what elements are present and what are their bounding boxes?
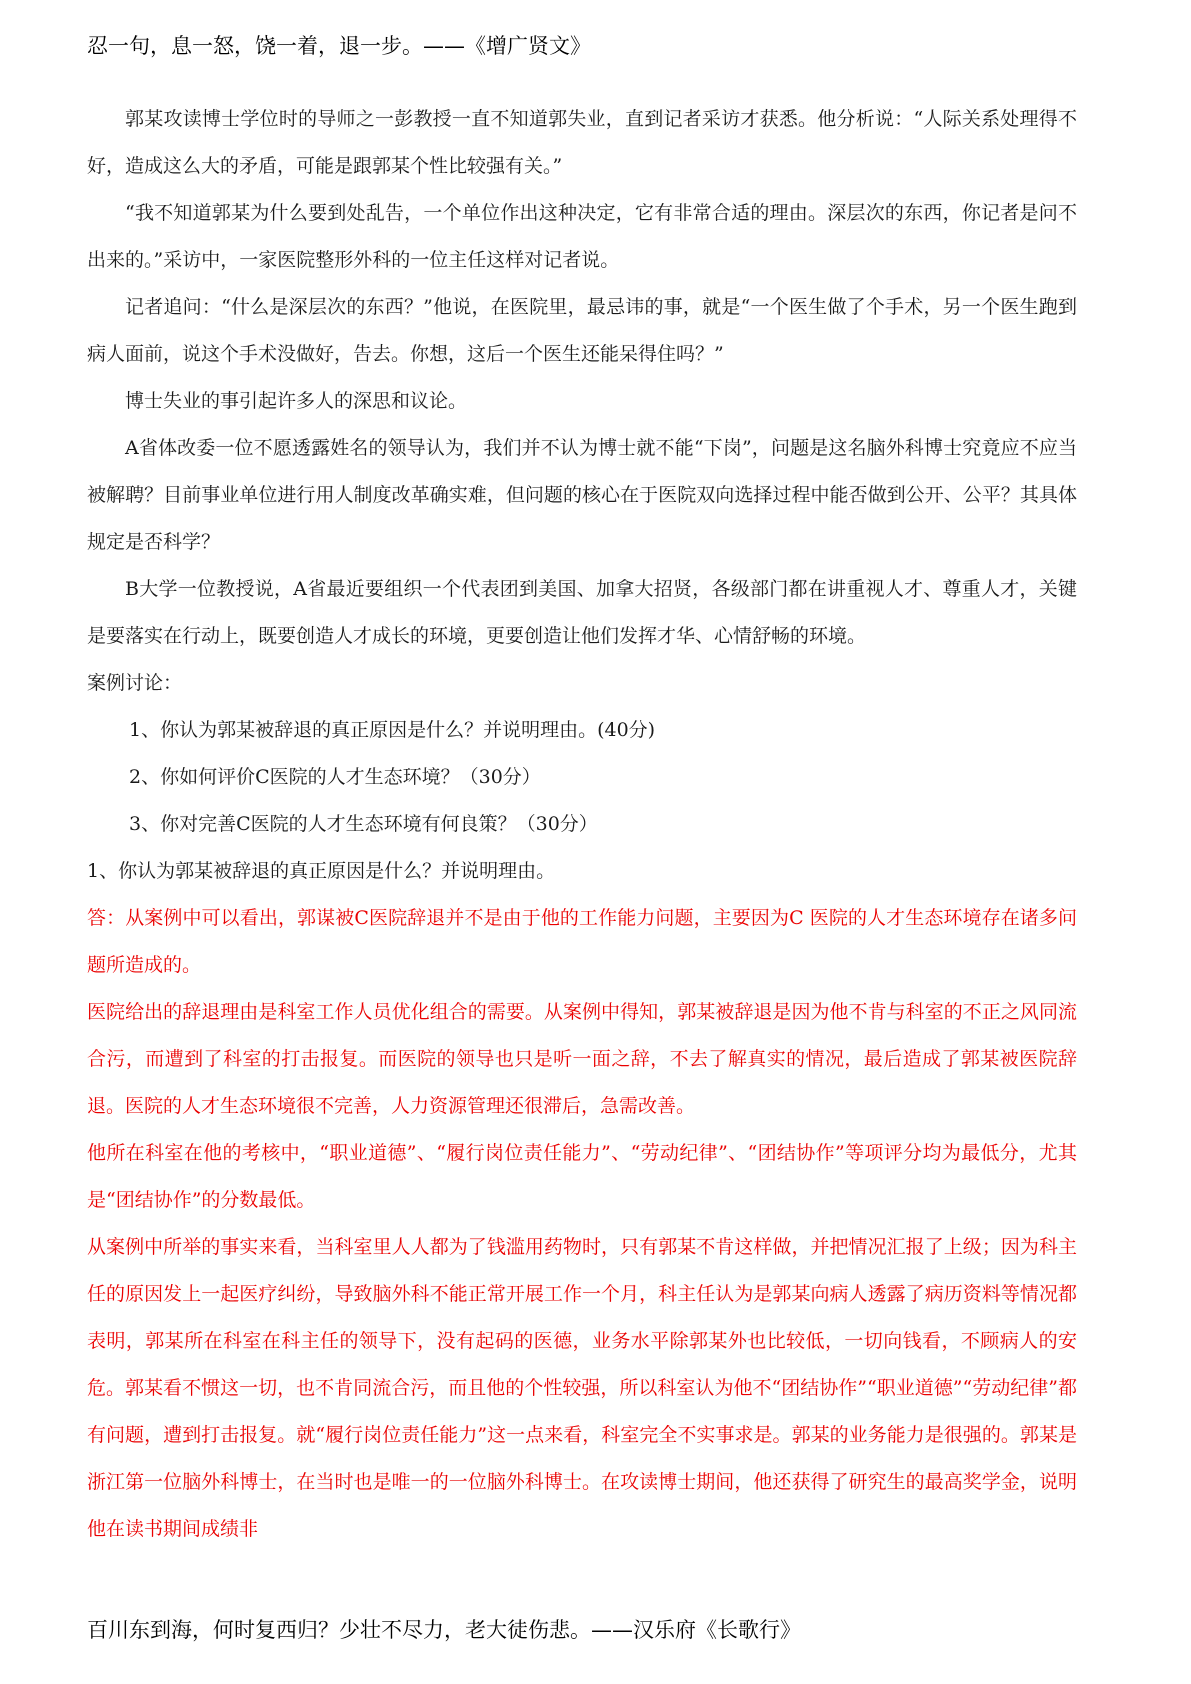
- case-paragraph: A省体改委一位不愿透露姓名的领导认为，我们并不认为博士就不能“下岗”，问题是这名脑外科博士究竟应不应当被解聘？目前事业单位进行用人制度改革确实难，但问题的核心在于医院双向选择过程中能否做到公开、公平？其具体规定是否科学？: [87, 437, 1077, 553]
- discussion-question-1: 1、你认为郭某被辞退的真正原因是什么？并说明理由。(40分): [129, 719, 656, 741]
- case-paragraph: 郭某攻读博士学位时的导师之一彭教授一直不知道郭失业，直到记者采访才获悉。他分析说：“人际关系处理得不好，造成这么大的矛盾，可能是跟郭某个性比较强有关。”: [87, 108, 1077, 177]
- discussion-question-3: 3、你对完善C医院的人才生态环境有何良策？（30分）: [129, 813, 598, 835]
- answer-paragraph: 答：从案例中可以看出，郭谋被C医院辞退并不是由于他的工作能力问题，主要因为C 医院的人才生态环境存在诸多问题所造成的。: [87, 907, 1077, 976]
- discussion-label: 案例讨论：: [87, 672, 183, 694]
- answer-paragraph: 他所在科室在他的考核中，“职业道德”、“履行岗位责任能力”、“劳动纪律”、“团结协作”等项评分均为最低分，尤其是“团结协作”的分数最低。: [87, 1142, 1077, 1211]
- case-paragraph: B大学一位教授说，A省最近要组织一个代表团到美国、加拿大招贤，各级部门都在讲重视人才、尊重人才，关键是要落实在行动上，既要创造人才成长的环境，更要创造让他们发挥才华、心情舒畅的环境。: [87, 578, 1077, 647]
- header-quote: 忍一句，息一怒，饶一着，退一步。——《增广贤文》: [87, 34, 591, 58]
- answer-paragraph: 从案例中所举的事实来看，当科室里人人都为了钱滥用药物时，只有郭某不肯这样做，并把情况汇报了上级；因为科主任的原因发上一起医疗纠纷，导致脑外科不能正常开展工作一个月，科主任认为是郭某向病人透露了病历资料等情况都表明，郭某所在科室在科主任的领导下，没有起码的医德，业务水平除郭某外也比较低，一切向钱看，不顾病人的安危。郭某看不惯这一切，也不肯同流合污，而且他的个性较强，所以科室认为他不“团结协作”“职业道德”“劳动纪律”都有问题，遭到打击报复。就“履行岗位责任能力”这一点来看，科室完全不实事求是。郭某的业务能力是很强的。郭某是浙江第一位脑外科博士，在当时也是唯一的一位脑外科博士。在攻读博士期间，他还获得了研究生的最高奖学金，说明他在读书期间成绩非: [87, 1236, 1077, 1540]
- answer-paragraph: 医院给出的辞退理由是科室工作人员优化组合的需要。从案例中得知，郭某被辞退是因为他不肯与科室的不正之风同流合污，而遭到了科室的打击报复。而医院的领导也只是听一面之辞，不去了解真实的情况，最后造成了郭某被医院辞退。医院的人才生态环境很不完善，人力资源管理还很滞后，急需改善。: [87, 1001, 1077, 1117]
- document-body: [87, 96, 1077, 1556]
- discussion-question-2: 2、你如何评价C医院的人才生态环境？（30分）: [129, 766, 541, 788]
- footer-quote: 百川东到海，何时复西归？少壮不尽力，老大徒伤悲。——汉乐府《长歌行》: [87, 1618, 801, 1642]
- case-paragraph: 记者追问：“什么是深层次的东西？”他说，在医院里，最忌讳的事，就是“一个医生做了个手术，另一个医生跑到病人面前，说这个手术没做好，告去。你想，这后一个医生还能呆得住吗？”: [87, 296, 1077, 365]
- case-paragraph: “我不知道郭某为什么要到处乱告，一个单位作出这种决定，它有非常合适的理由。深层次的东西，你记者是问不出来的。”采访中，一家医院整形外科的一位主任这样对记者说。: [87, 202, 1077, 271]
- case-paragraph: 博士失业的事引起许多人的深思和议论。: [125, 390, 468, 412]
- answer-question-heading: 1、你认为郭某被辞退的真正原因是什么？并说明理由。: [87, 860, 556, 882]
